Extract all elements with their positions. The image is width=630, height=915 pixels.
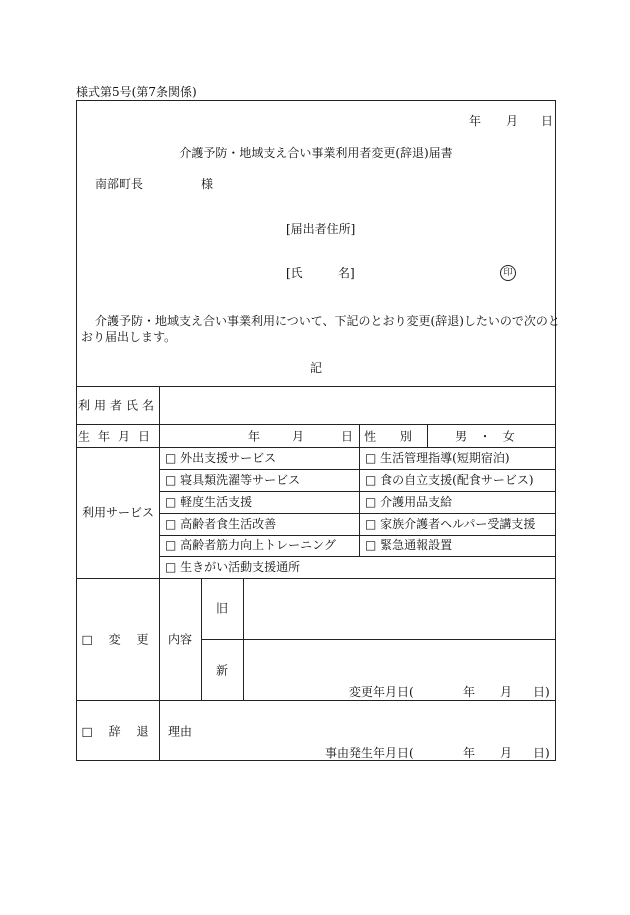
old-content-field[interactable] [244, 579, 555, 639]
service-checkbox-strength[interactable]: □ 高齢者筋力向上トレーニング [165, 538, 336, 552]
seal-mark: 印 [500, 265, 516, 281]
reason-date-year: 年 [463, 746, 476, 760]
service-checkbox-meal-delivery[interactable]: □ 食の自立支援(配食サービス) [365, 473, 534, 487]
service-checkbox-helper-course[interactable]: □ 家族介護者ヘルパー受講支援 [365, 517, 536, 531]
service-checkbox-light-support[interactable]: □ 軽度生活支援 [165, 495, 253, 509]
notification-form [76, 100, 560, 761]
ki-label: 記 [309, 361, 322, 375]
body-line-1: 介護予防・地域支え合い事業利用について、下記のとおり変更(辞退)したいので次のと [95, 314, 560, 328]
form-title: 介護予防・地域支え合い事業利用者変更(辞退)届書 [179, 146, 453, 160]
service-checkbox-day-activity[interactable]: □ 生きがい活動支援通所 [165, 560, 301, 574]
reason-date-day: 日) [533, 746, 550, 760]
sex-options[interactable]: 男 ・ 女 [455, 429, 519, 444]
applicant-name-open: [氏 [286, 266, 303, 280]
body-line-2: おり届出します。 [81, 330, 177, 344]
birth-year: 年 [247, 429, 261, 444]
user-name-field[interactable] [160, 387, 555, 424]
date-year: 年 [469, 114, 482, 128]
withdraw-label: □ 辞 退 [81, 724, 155, 739]
birth-day: 日 [340, 429, 354, 444]
date-month: 月 [506, 114, 519, 128]
content-label: 内容 [167, 632, 193, 647]
reason-date-label: 事由発生年月日( [325, 746, 414, 760]
service-checkbox-diet[interactable]: □ 高齢者食生活改善 [165, 517, 277, 531]
change-date-label: 変更年月日( [349, 685, 414, 699]
addressee-name: 南部町長 [95, 177, 144, 191]
service-checkbox-life-guidance[interactable]: □ 生活管理指導(短期宿泊) [365, 451, 510, 465]
change-label: □ 変 更 [81, 632, 155, 647]
service-checkbox-emergency[interactable]: □ 緊急通報設置 [365, 538, 453, 552]
birth-date-label: 生年月日 [77, 429, 159, 444]
new-label: 新 [215, 663, 229, 678]
date-day: 日 [541, 114, 554, 128]
reason-field[interactable] [202, 701, 555, 741]
change-date-month: 月 [500, 685, 513, 699]
reason-label: 理由 [167, 724, 193, 739]
birth-month: 月 [291, 429, 305, 444]
old-label: 旧 [215, 601, 229, 616]
reason-date-month: 月 [500, 746, 513, 760]
applicant-address-label: [届出者住所] [286, 222, 356, 236]
service-checkbox-outing[interactable]: □ 外出支援サービス [165, 451, 277, 465]
applicant-name-close: 名] [338, 266, 355, 280]
sex-label: 性 別 [364, 429, 422, 444]
change-date-day: 日) [533, 685, 550, 699]
change-date-year: 年 [463, 685, 476, 699]
services-label: 利用サービス [81, 505, 155, 520]
service-checkbox-care-goods[interactable]: □ 介護用品支給 [365, 495, 453, 509]
service-checkbox-bedding[interactable]: □ 寝具類洗濯等サービス [165, 473, 301, 487]
user-name-label: 利用者氏名 [77, 398, 159, 413]
form-number: 様式第5号(第7条関係) [76, 85, 197, 99]
addressee-honorific: 様 [201, 177, 214, 191]
